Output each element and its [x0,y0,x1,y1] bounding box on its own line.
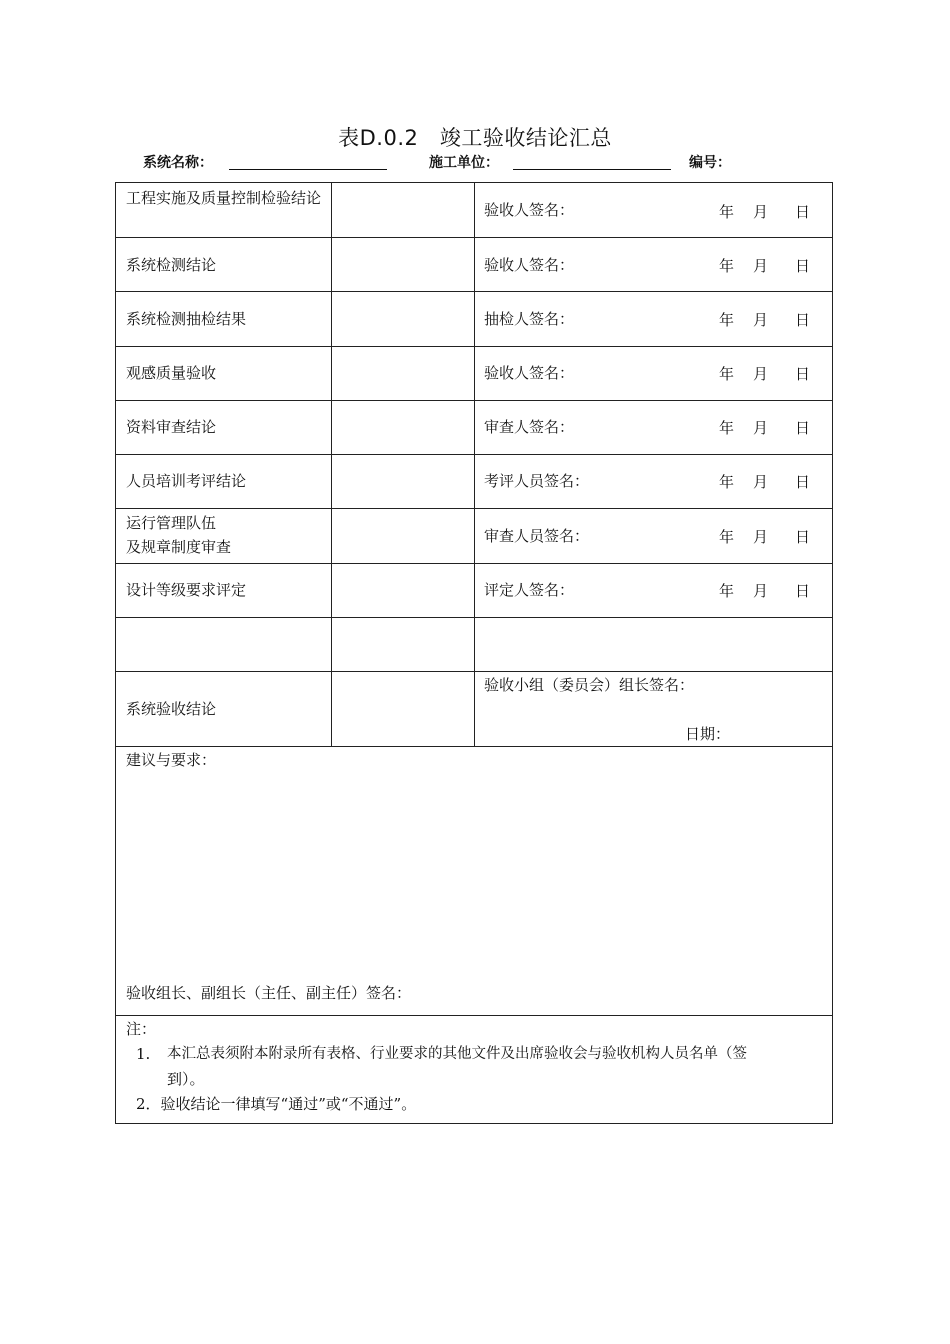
signer-label: 验收人签名： [484,256,575,274]
suggestions-label: 建议与要求： [126,751,217,769]
date-day: 日 [795,365,811,383]
date-day: 日 [795,257,811,275]
row-label-appearance: 观感质量验收 [126,364,217,382]
date-day: 日 [795,473,811,491]
date-month: 月 [753,582,769,600]
date-year: 年 [719,582,735,600]
date-day: 日 [795,582,811,600]
system-name-label: 系统名称： [143,155,213,171]
summary-table [115,182,833,1124]
date-month: 月 [753,311,769,329]
date-month: 月 [753,528,769,546]
construction-unit-field[interactable] [513,169,671,170]
conclusion-date-label: 日期： [685,725,731,743]
row-label-system-test: 系统检测结论 [126,256,217,274]
note-item-1-line2: 到）。 [167,1070,205,1088]
page-title: 表D.0.2 竣工验收结论汇总 [338,126,612,150]
leader-sign-label: 验收小组（委员会）组长签名： [484,676,695,694]
number-label: 编号： [689,155,731,171]
row-label-system-conclusion: 系统验收结论 [126,700,217,718]
signer-label: 评定人签名： [484,581,575,599]
date-year: 年 [719,528,735,546]
row-label-line: 运行管理队伍 [126,514,217,532]
row-label-construction-quality: 工程实施及质量控制检验结论 [126,189,322,207]
date-month: 月 [753,257,769,275]
note-item-1-line1: 本汇总表须附本附录所有表格、行业要求的其他文件及出席验收会与验收机构人员名单（签 [167,1046,747,1062]
signer-label: 抽检人签名： [484,310,575,328]
suggestions-sign-label: 验收组长、副组长（主任、副主任）签名： [126,984,412,1002]
date-month: 月 [753,473,769,491]
date-year: 年 [719,257,735,275]
date-year: 年 [719,473,735,491]
date-day: 日 [795,528,811,546]
date-day: 日 [795,419,811,437]
note-item-2: 2．验收结论一律填写“通过”或“不通过”。 [136,1095,417,1113]
signer-label: 考评人员签名： [484,472,590,490]
date-year: 年 [719,365,735,383]
note-item-number: 1. [136,1045,151,1063]
signer-label: 验收人签名： [484,364,575,382]
date-year: 年 [719,203,735,221]
date-month: 月 [753,419,769,437]
row-label-document-review: 资料审查结论 [126,418,217,436]
signer-label: 审查人签名： [484,418,575,436]
row-label-sample-test: 系统检测抽检结果 [126,310,247,328]
date-month: 月 [753,203,769,221]
date-year: 年 [719,419,735,437]
construction-unit-label: 施工单位： [429,155,499,171]
signer-label: 审查人员签名： [484,527,590,545]
row-label-line: 及规章制度审查 [126,538,232,556]
row-label-design-level: 设计等级要求评定 [126,581,247,599]
header-fields [143,152,843,172]
date-month: 月 [753,365,769,383]
signer-label: 验收人签名： [484,201,575,219]
date-day: 日 [795,311,811,329]
system-name-field[interactable] [229,169,387,170]
row-label-training: 人员培训考评结论 [126,472,247,490]
notes-label: 注： [126,1020,157,1038]
date-day: 日 [795,203,811,221]
date-year: 年 [719,311,735,329]
row-label-operation-management [126,511,331,559]
